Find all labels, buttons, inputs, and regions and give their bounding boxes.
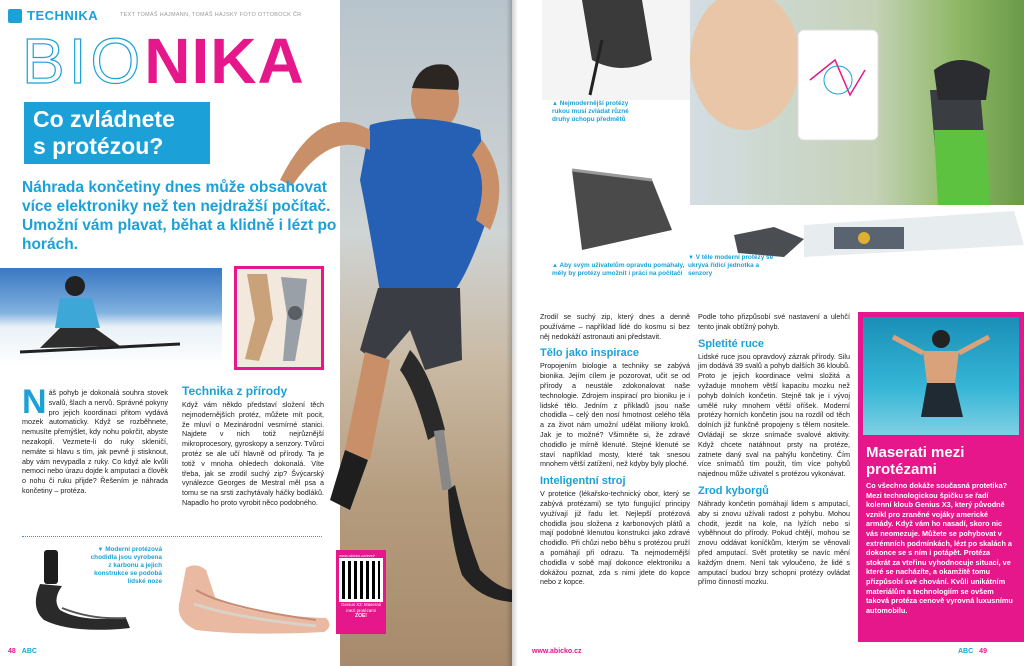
glove-caption bbox=[552, 262, 686, 278]
right-column-1 bbox=[540, 312, 690, 587]
credits: TEXT TOMÁŠ HAJMANN, TOMÁŠ HAJSKÝ FOTO OTTOBOCK ČR bbox=[120, 12, 302, 18]
caption-arrow-icon: ▲ bbox=[552, 263, 558, 269]
gutter bbox=[506, 0, 518, 666]
foot-caption bbox=[90, 546, 162, 586]
qr-site: www.abicko.cz/svet/ bbox=[339, 553, 375, 558]
ruce-heading: Spletité ruce bbox=[698, 337, 765, 350]
lead-paragraph: Náhrada končetiny dnes může obsahovat více elektroniky než ten nejdražší počítač. Umožní vám plavat, běhat a klidně i lézt po horách. bbox=[22, 179, 337, 253]
right-page-number: 49 bbox=[979, 648, 987, 655]
dropcap: N bbox=[22, 383, 47, 421]
left-abc-logo: ABC bbox=[21, 648, 37, 655]
arm-caption-text: V těle moderní protézy se ukrývá řídicí jednotka a senzory bbox=[688, 254, 774, 277]
sidebar-body: Co všechno dokáže současná protetika? Mezi technologickou špičku se řadí kolenní kloub Genius X3, který původně vznikl pro zraněné vojáky americké armády. Když vám ho nasadí, skoro nic vás neomezuje. Můžete se pohybovat v extrémních podmínkách, lézt po skalách a dokonce se s ním i potápět. Protéza stokrát za vteřinu vyhodnocuje situaci, ve které se nacházíte, a okamžitě tomu přizpůsobí své chování. Kvůli unikátním materiálům a technologiím se ovšem taková protéza cenově vyrovná luxusnímu automobilu. bbox=[866, 481, 1013, 615]
col1-intro: Zrodil se suchý zip, který dnes a denně používáme – například lidé do kosmu si bez něj nedokáží astronauti ani představit. bbox=[540, 312, 690, 341]
question-box bbox=[24, 102, 210, 164]
hand-pen-photo bbox=[542, 0, 690, 100]
section-label: TECHNIKA bbox=[27, 8, 99, 23]
caption-arrow-icon: ▼ bbox=[688, 255, 694, 261]
question-line-1: Co zvládnete bbox=[33, 106, 175, 132]
right-abc-logo: ABC bbox=[958, 648, 974, 655]
title-bio: BIO bbox=[22, 25, 145, 97]
diver-photo bbox=[863, 317, 1019, 435]
kyborg-heading: Zrod kyborgů bbox=[698, 484, 769, 497]
tablet-photo bbox=[690, 0, 1024, 205]
qr-box[interactable] bbox=[336, 550, 386, 634]
right-column-2 bbox=[698, 312, 850, 587]
arm-caption bbox=[688, 254, 774, 278]
title-nika: NIKA bbox=[144, 25, 305, 97]
intro-body: áš pohyb je dokonalá souhra stovek svalů, šlach a nervů. Správné pokyny pro jejich koordinaci přitom vydává mozek automaticky. Když se rozběhnete, nemusíte přemýšlet, kdy nohu pokrčit, abyste nezakopli. Vezmete-li do ruky skleničí, nemáte si hlavu s tím, jak pevně ji stisknout, aby vám nevypadla z ruky. Co když ale kvůli nemoci nebo úrazu dojde k amputaci a člověk o nohu či ruku přijde? Řešením je náhrada končetiny – protéza. bbox=[22, 388, 168, 495]
section-icon bbox=[8, 9, 22, 23]
sidebar-title: Maserati mezi protézami bbox=[866, 444, 965, 478]
telo-heading: Tělo jako inspirace bbox=[540, 347, 640, 360]
maserati-sidebar bbox=[858, 312, 1024, 642]
hand-caption-text: Nejmodernější protézy rukou musí zvládat různé druhy úchopu předmětů bbox=[552, 100, 629, 123]
question-line-2: s protézou? bbox=[33, 133, 164, 159]
col2-intro: Podle toho přizpůsobí své nastavení a ulehčí tento jinak obtížný pohyb. bbox=[698, 312, 850, 331]
left-page-number: 48 bbox=[8, 648, 16, 655]
technika-heading: Technika z přírody bbox=[182, 384, 288, 398]
technika-body: Když vám někdo představí složení těch nejmodernějších protéz, můžete mít pocit, že mluví o Mezinárodní vesmírné stanici. Najdete v nich totiž nejrůznější mikroprocesory, gyroskopy a senzory. Tvůrci protéz se ale učí hlavně od přírody. Ta je totiž v mnoha ohledech dokonalá. Víte třeba, jak se zrodil suchý zip? Švýcarský vynálezce Georges de Mestral měl psa a tomu se na srsti zachytávaly háčky bodláků. Napadlo ho proto vyrobit něco podobného. bbox=[182, 400, 324, 507]
caption-arrow-icon: ▼ bbox=[97, 547, 104, 553]
glove-caption-text: Aby svým uživatelům opravdu pomáhaly, měly by protézy umožnit i práci na počítači bbox=[552, 262, 685, 277]
knee-photo bbox=[234, 266, 324, 370]
qr-label: Genius X3: Maserati mezi protézami bbox=[341, 602, 381, 613]
telo-body: Propojením biologie a techniky se zabývá bionika. Jejím cílem je pozorovat, učit se od přírody a neustále zdokonalovat naše technologie. Zdrojem inspirací pro bioniku je i lidské tělo. Jedním z příkladů jsou naše chodidla – celý den nosí hmotnost celého těla a za život nám umožní udělat miliony kroků. Jak je to možné? Všimněte si, že zdravé chodidlo je mírně klenuté. Stejné klenuté se staví například mosty, které tak snesou mnohem větší zatížení, než kdyby byly ploché. bbox=[540, 361, 690, 469]
stroj-heading: Inteligentní stroj bbox=[540, 475, 626, 488]
left-footer bbox=[8, 648, 37, 655]
qr-zoe: ZOE! bbox=[355, 613, 367, 619]
ruce-body: Lidské ruce jsou opravdový zázrak přírody. Silu jim dodává 39 svalů a pohyb dalších 36 kloubů. Proto je jejich koordinace velmi složitá a vyžaduje mnohem větší kapacitu mozku než pohyb dolních končetin. Stejně tak je i vývoj umělé ruky mnohem větší oříšek. Moderní protézy horních končetin jsou na rozdíl od těch dolních již funkčně propojeny s tělem nositele. Ovládají se skrze snímače svalové aktivity. Když chcete natáhnout prsty na protéze, zatnete daný sval na pahýlu končetiny. Čím více snímačů tím použit, tím více pohybů najednou může uživatel s protézou vykonávat. bbox=[698, 351, 850, 479]
qr-code[interactable] bbox=[342, 561, 380, 599]
technika-column bbox=[182, 384, 324, 508]
foot-caption-text: Moderní protézová chodidla jsou vyrobena z karbonu a jejich konstrukce se podobá lidské noze bbox=[90, 546, 162, 585]
section-header bbox=[8, 8, 98, 23]
intro-text bbox=[22, 383, 168, 496]
kyborg-body: Náhrady končetin pomáhají lidem s amputací, aby si znovu užívali radost z pohybu. Mohou chodit, jezdit na kole, na lyžích nebo si vyběhnout do přírody. Pokud chtějí, mohou se znovu oddávat koníčkům, kterým se věnovali před amputací. Svět protetiky se navíc mění každým dnem. Není tak vyloučeno, že lidé s amputací budou brzy schopni protézy ovládat přímo činností mozku. bbox=[698, 498, 850, 587]
glove-photo bbox=[542, 140, 690, 260]
anatomical-foot-image bbox=[166, 560, 336, 640]
right-footer bbox=[958, 648, 987, 655]
skier-photo bbox=[0, 268, 222, 366]
hand-caption bbox=[552, 100, 642, 124]
stroj-body: V protetice (lékařsko-technický obor, který se zabývá protézami) se tyto fungující principy využívají již řadu let. Nejlepší protézová chodidla jsou složena z karbonových plátů a mají podobné klenutou konstrukci jako zdravé chodidlo. Při chůzi nebo běhu s protézou pruží a pomáhají při odrazu. Ta nejmodernější chodidla v sobě mají dokonce elektroniku a dokážou poznat, zda s nimi jdete do kopce nebo z kopce. bbox=[540, 489, 690, 587]
main-title bbox=[22, 24, 305, 98]
caption-arrow-icon: ▲ bbox=[552, 101, 558, 107]
footer-url[interactable]: www.abicko.cz bbox=[532, 648, 582, 655]
divider bbox=[22, 536, 322, 537]
right-page bbox=[512, 0, 1024, 666]
